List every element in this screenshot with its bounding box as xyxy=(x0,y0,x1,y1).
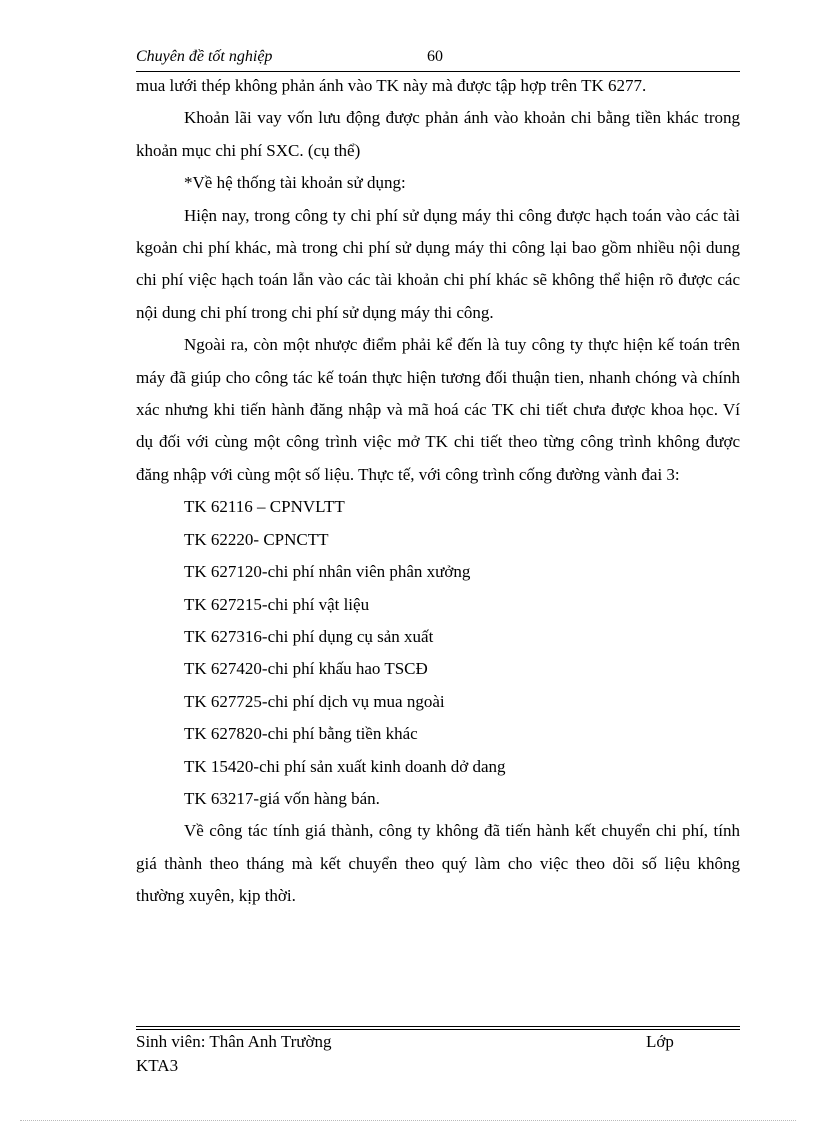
page-header xyxy=(136,48,740,70)
paragraph: Khoản lãi vay vốn lưu động được phản ánh vào khoản chi bằng tiền khác trong khoản mục chi phí SXC. (cụ thể) xyxy=(136,108,740,160)
closing-paragraph: Về công tác tính giá thành, công ty không đã tiến hành kết chuyển chi phí, tính giá thành theo tháng mà kết chuyển theo quý làm cho việc theo dõi số liệu không thường xuyên, kịp thời. xyxy=(136,821,740,906)
account-list-item: TK 62220- CPNCTT xyxy=(184,529,329,549)
page-bottom-border xyxy=(20,1120,796,1121)
footer-divider-secondary xyxy=(136,1029,740,1030)
footer-class-value: KTA3 xyxy=(136,1056,179,1075)
account-list-item: TK 15420-chi phí sản xuất kinh doanh dở dang xyxy=(184,756,506,776)
paragraph-heading: *Về hệ thống tài khoản sử dụng: xyxy=(184,173,406,193)
paragraph: mua lưới thép không phản ánh vào TK này mà được tập hợp trên TK 6277. xyxy=(136,76,647,95)
page-number: 60 xyxy=(427,48,443,65)
document-body xyxy=(136,70,740,913)
account-list-item: TK 63217-giá vốn hàng bán. xyxy=(184,788,380,808)
header-title: Chuyên đề tốt nghiệp xyxy=(136,48,273,65)
account-list-item: TK 627725-chi phí dịch vụ mua ngoài xyxy=(184,691,445,711)
account-list-item: TK 627316-chi phí dụng cụ sản xuất xyxy=(184,626,434,646)
account-list-item: TK 627215-chi phí vật liệu xyxy=(184,594,370,614)
paragraph: Ngoài ra, còn một nhược điểm phải kể đến là tuy công ty thực hiện kế toán trên máy đã giúp cho công tác kế toán thực hiện tương đối thuận tien, nhanh chóng và chính xác nhưng khi tiến hành đăng nhập và mã hoá các TK chi tiết chưa được khoa học. Ví dụ đối với cùng một công trình việc mở TK chi tiết theo từng công trình không được đăng nhập với cùng một số liệu. Thực tế, với công trình cống đường vành đai 3: xyxy=(136,335,740,484)
paragraph: Hiện nay, trong công ty chi phí sử dụng máy thi công được hạch toán vào các tài kgoản chi phí khác, mà trong chi phí sử dụng máy thi công lại bao gồm nhiều nội dung chi phí việc hạch toán lẫn vào các tài khoản chi phí khác sẽ không thể hiện rõ được các nội dung chi phí trong chi phí sử dụng máy thi công. xyxy=(136,205,740,322)
account-list-item: TK 627120-chi phí nhân viên phân xưởng xyxy=(184,562,471,582)
account-list-item: TK 627820-chi phí bằng tiền khác xyxy=(184,724,418,744)
account-list-item: TK 62116 – CPNVLTT xyxy=(184,497,345,517)
footer-divider xyxy=(136,1026,740,1027)
footer-student-name: Sinh viên: Thân Anh Trường xyxy=(136,1032,332,1051)
footer-class-label: Lớp xyxy=(646,1032,674,1051)
account-list-item: TK 627420-chi phí khấu hao TSCĐ xyxy=(184,659,428,679)
